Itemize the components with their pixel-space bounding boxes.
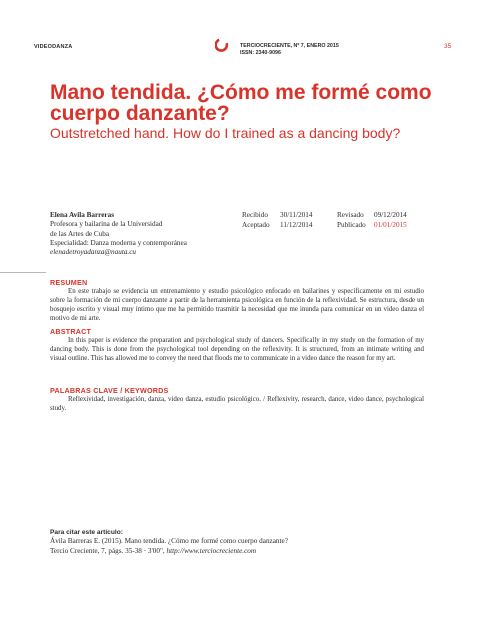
abstract-text: In this paper is evidence the preparation and psychological study of dancers. Specifically in my study on the formation of my dancing body. This is done from the psychological tool depending on the reflexivity. It is structured, from an intimate writing and visual outline. This has allowed me to convey the need that floods me to communicate in a video dance the reason for my art. <box>50 337 424 362</box>
title-english: Outstretched hand. How do I trained as a dancing body? <box>50 125 401 141</box>
title-spanish-line-1: Mano tendida. ¿Cómo me formé como <box>50 81 432 104</box>
published-date: 01/01/2015 <box>374 220 407 229</box>
journal-info <box>240 43 339 57</box>
revised-date: 09/12/2014 <box>374 211 407 219</box>
accepted-label: Aceptado <box>242 220 270 229</box>
keywords-text: Reflexividad, investigación, danza, video danza, estudio psicológico. / Reflexivity, research, dance, video dance, psychological study. <box>50 396 424 412</box>
author-block <box>50 211 250 257</box>
author-email[interactable]: elenadetroyadanza@nauta.cu <box>50 248 136 257</box>
title-spanish <box>50 82 450 124</box>
author-name: Elena Avila Barreras <box>50 211 115 219</box>
citation-heading: Para citar este artículo: <box>50 529 123 536</box>
abstract-heading: ABSTRACT <box>50 327 92 336</box>
author-specialty: Especialidad: Danza moderna y contemporánea <box>50 238 187 247</box>
margin-rule <box>0 272 46 273</box>
accepted-date: 11/12/2014 <box>280 220 313 229</box>
section-label: VIDEODANZA <box>34 44 73 50</box>
journal-logo-icon <box>215 38 229 52</box>
title-spanish-line-2: cuerpo danzante? <box>50 102 230 125</box>
published-label: Publicado <box>337 220 366 229</box>
citation-url-link[interactable]: http://www.terciocreciente.com <box>166 546 257 555</box>
citation-block <box>50 528 430 556</box>
citation-source: Tercio Creciente, 7, págs. 35-38 · 3'00", <box>50 546 167 555</box>
citation-line-1: Ávila Barreras E. (2015). Mano tendida. ¿Cómo me formé como cuerpo danzante? <box>50 537 288 546</box>
revised-label: Revisado <box>337 211 364 219</box>
journal-issue: TERCIOCRECIENTE, Nº 7, ENERO 2015 <box>240 43 339 49</box>
resumen-text: En este trabajo se evidencia un entrenamiento y estudio psicológico enfocado en bailarines y específicamente en mi estudio sobre la formación de mi cuerpo danzante a partir de la herramienta psicológica en función de la reflexividad. Se estructura, desde un bosquejo escrito y visual muy íntimo que me ha permitido trasmitir la necesidad que me inunda para comunicar en un video danza el motivo de mi arte. <box>50 288 424 322</box>
page-number: 35 <box>444 43 452 50</box>
date-row-1 <box>242 211 442 221</box>
resumen-heading: RESUMEN <box>50 278 88 287</box>
author-affiliation-2: de las Artes de Cuba <box>50 229 110 238</box>
received-date: 30/11/2014 <box>280 211 313 219</box>
date-row-2 <box>242 221 442 231</box>
author-affiliation-1: Profesora y bailarina de la Universidad <box>50 220 163 229</box>
keywords-heading: PALABRAS CLAVE / KEYWORDS <box>50 386 169 395</box>
received-label: Recibido <box>242 211 268 219</box>
dates-block <box>242 211 442 230</box>
citation-line-2 <box>50 547 430 556</box>
journal-issn: ISSN: 2340-9096 <box>240 50 281 56</box>
